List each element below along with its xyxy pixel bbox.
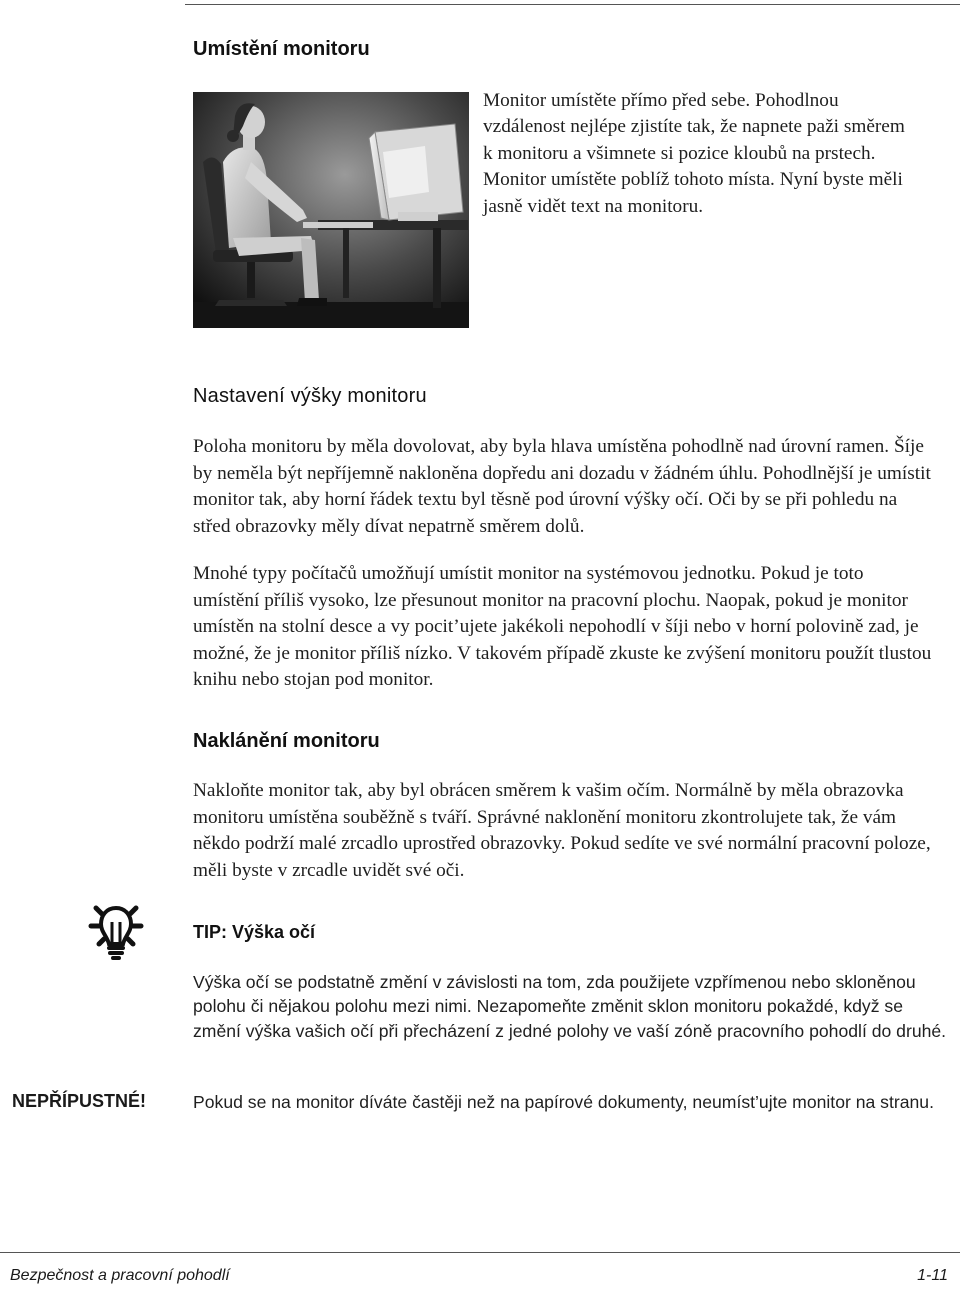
tip-heading: TIP: Výška očí xyxy=(193,922,316,942)
top-rule xyxy=(185,4,960,5)
heading-monitor-tilt: Naklánění monitoru xyxy=(193,730,380,752)
monitor-height-paragraph-1: Poloha monitoru by měla dovolovat, aby byla hlava umístěna pohodlně nad úrovní ramen. Šíje by neměla být nepříjemně nakloněna dopředu ani dozadu v žádném úhlu. Pohodlnější je umístit monitor tak, aby horní řádek textu byl těsně pod úrovní výšky očí. Oči by se při pohledu na střed obrazovky měly dívat nepatrně směrem dolů. xyxy=(193,436,931,537)
lightbulb-icon xyxy=(87,900,145,962)
page-number: 1-11 xyxy=(917,1267,948,1284)
warning-label: NEPŘÍPUSTNÉ! xyxy=(12,1091,147,1111)
monitor-height-paragraph-2: Mnohé typy počítačů umožňují umístit monitor na systémovou jednotku. Pokud je toto umístění příliš vysoko, lze přesunout monitor na pracovní plochu. Naopak, pokud je monitor umístěn na stolní desce a vy pocit’ujete jakékoli nepohodlí v šíji nebo v horní polovině zad, je možné, že je monitor příliš nízko. V takovém případě zkuste ke zvýšení monitoru použít tlustou knihu nebo stojan pod monitor. xyxy=(193,563,932,691)
footer-rule xyxy=(0,1252,960,1253)
heading-monitor-height: Nastavení výšky monitoru xyxy=(193,385,427,407)
monitor-tilt-text: Nakloňte monitor tak, aby byl obrácen směrem k vašim očím. Normálně by měla obrazovka monitoru umístěna souběžně s tváří. Správné naklonění monitoru zkontrolujete tak, že vám někdo podrží malé zrcadlo uprostřed obrazovky. Pokud sedíte ve své normální pracovní poloze, měli byste v zrcadle uvidět své oči. xyxy=(193,780,931,881)
footer-title: Bezpečnost a pracovní pohodlí xyxy=(10,1267,230,1284)
ergonomic-posture-photo xyxy=(193,92,469,328)
tip-text: Výška očí se podstatně změní v závislosti na tom, zda použijete vzpřímenou nebo skloněnou polohu či nějakou polohu mezi nimi. Nezapomeňte změnit sklon monitoru pokaždé, když se změní výška vašich očí při přecházení z jedné polohy ve vaší zóně pracovního pohodlí do druhé. xyxy=(193,972,947,1041)
heading-monitor-position: Umístění monitoru xyxy=(193,38,370,60)
monitor-position-text: Monitor umístěte přímo před sebe. Pohodlnou vzdálenost nejlépe zjistíte tak, že napnete paži směrem k monitoru a všimnete si pozice kloubů na prstech. Monitor umístěte poblíž tohoto místa. Nyní byste měli jasně vidět text na monitoru. xyxy=(483,90,905,217)
warning-text: Pokud se na monitor díváte častěji než na papírové dokumenty, neumíst’ujte monitor na stranu. xyxy=(193,1092,934,1112)
